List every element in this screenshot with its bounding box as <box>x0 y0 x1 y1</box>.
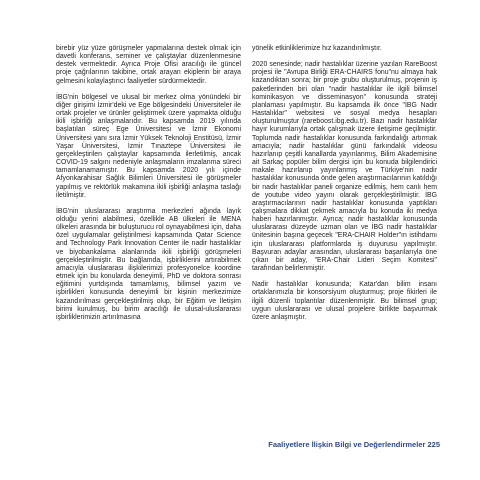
paragraph: birebir yüz yüze görüşmeler yapmalarına destek olmak için davetli konferans, seminer ve çalıştaylar düzenlenmesine destek vermektedir. Ayrıca Proje Ofisi aracılığı ile güncel proje çağrılarının takibine, ortak arayan ekiplerin bir araya gelmesini kolaylaştırıcı faaliyetler sürdürmektedir. <box>56 45 241 85</box>
page-number: 225 <box>427 440 440 449</box>
footer-section-title: Faaliyetlere İlişkin Bilgi ve Değerlendirmeler <box>268 440 426 449</box>
paragraph: Nadir hastalıklar konusunda; Katar'dan bilim insanı ortaklarımızla bir konsorsiyum oluşturmuş; proje fikirleri ile ilgili düzenli toplantılar düzenlenmiştir. Bu bilimsel grup; uygun uluslararası ve ulusal projelere birlikte başvurmak üzere anlaşmıştır. <box>252 281 437 321</box>
page-footer <box>252 440 440 449</box>
paragraph: İBG'nin bölgesel ve ulusal bir merkez olma yönündeki bir diğer girişimi İzmir'deki ve Ege bölgesindeki Üniversiteler ile ortak projeler ve ürünler geliştirmek üzere yapmakta olduğu ikili işbirliği anlaşmalarıdır. Bu kapsamda 2019 yılında başlatılan süreç Ege Üniversitesi ve İzmir Ekonomi Üniversitesi yanı sıra İzmir Yüksek Teknoloji Enstitüsü, İzmir Yaşar Üniversitesi, İzmir Tınaztepe Üniversitesi ile gerçekleştirilen çalıştaylar kapsamında ilerletilmiş, ancak COVID-19 salgını nedeniyle anlaşmaların imzalanma süreci tamamlanamamıştır. Bu kapsamda 2020 yılı içinde Afyonkarahisar Sağlık Bilimleri Üniversitesi ile görüşmeler yapılmış ve rektörlük makamına ikili işbirliği anlaşma taslağı iletilmiştir. <box>56 93 241 199</box>
paragraph: yönelik etkinliklerimize hız kazandırılmıştır. <box>252 45 382 52</box>
left-text-column <box>56 45 241 330</box>
right-text-column <box>252 45 437 330</box>
paragraph: İBG'nin uluslararası araştırma merkezleri ağında layık olduğu yerini alabilmesi, özellikle AB ülkeleri ile MENA ülkeleri arasında bir buluşturucu rol oynayabilmesi için, daha özel uygulamalar geliştirilmesi kapsamında Qatar Science and Technology Park Innovation Center ile nadir hastalıklar ve biyobankalama alanlarında ikili işbirliği görüşmeleri gerçekleştirilmiştir. Bu bağlamda, işbirliklerini artırabilmek amacıyla uluslararası ilişkilerimizi profesyonelce koordine etmek için bu konularda deneyimli, PhD ve doktora sonrası eğitimini yurtdışında tamamlamış, bilimsel yazım ve işbirlikleri konusunda deneyimli bir kişinin merkezimize kazandırılması gerçekleştirilmiş olup, bir Eğitim ve İletişim birimi kurulmuş, bu birim aracılığı ile ulusal-uluslararası işbirliklerimizin artırılmasına <box>56 207 241 321</box>
paragraph: 2020 senesinde; nadir hastalıklar üzerine yazılan RareBoost projesi ile "Avrupa Birliği ERA-CHAIRS fonu"nu almaya hak kazandıktan sonra; bir proje grubu oluşturulmuş, projenin iş paketlerinden biri olan "nadir hastalıklar ile ilgili bilimsel kominikasyon ve disseminasyon" konusunda strateji planlaması yapılmıştır. Bu kapsamda ilk önce "İBG Nadir Hastalıklar" websitesi ve sosyal medya hesapları oluşturulmuştur (rareboost.ibg.edu.tr). Bazı nadir hastalıklar hayır kurumlarıyla ortak çalışmak üzere iletişime geçilmiştir. Toplumda nadir hastalıklar konusunda farkındalığı artırmak amacıyla; nadir hastalıklar günü farkındalık videosu hazırlanıp çeşitli kanallarda yayınlanmış, Bilim Akademisine ait Sarkaç popüler bilim dergisi için bu konuda bilgilendirici makale hazırlanıp yayınlanmış ve Türkiye'nin nadir hastalıklar konusunda önde gelen araştırmacılarının katıldığı bir nadir hastalıklar paneli organize edilmiş, hem canlı hem de youtube video yayını olarak gerçekleştirilmiştir. İBG araştırmacılarının nadir hastalıklar konusunda yaptıkları çalışmalara dikkat çekmek amacıyla bu konuda iki medya haberi hazırlanmıştır. Ayrıca; nadir hastalıklar konusunda uluslararası düzeyde uzman olan ve İBG nadir hastalıklar ünitesinin başına geçecek "ERA-CHAIR Holder"ın istihdamı için uluslararası platformlarda iş duyurusu yapılmıştır. Başvuran adaylar arasından, uluslararası başarılarıyla öne çıkan bir aday, "ERA-Chair Lideri Seçim Komitesi" tarafından belirlenmiştir. <box>252 61 437 273</box>
